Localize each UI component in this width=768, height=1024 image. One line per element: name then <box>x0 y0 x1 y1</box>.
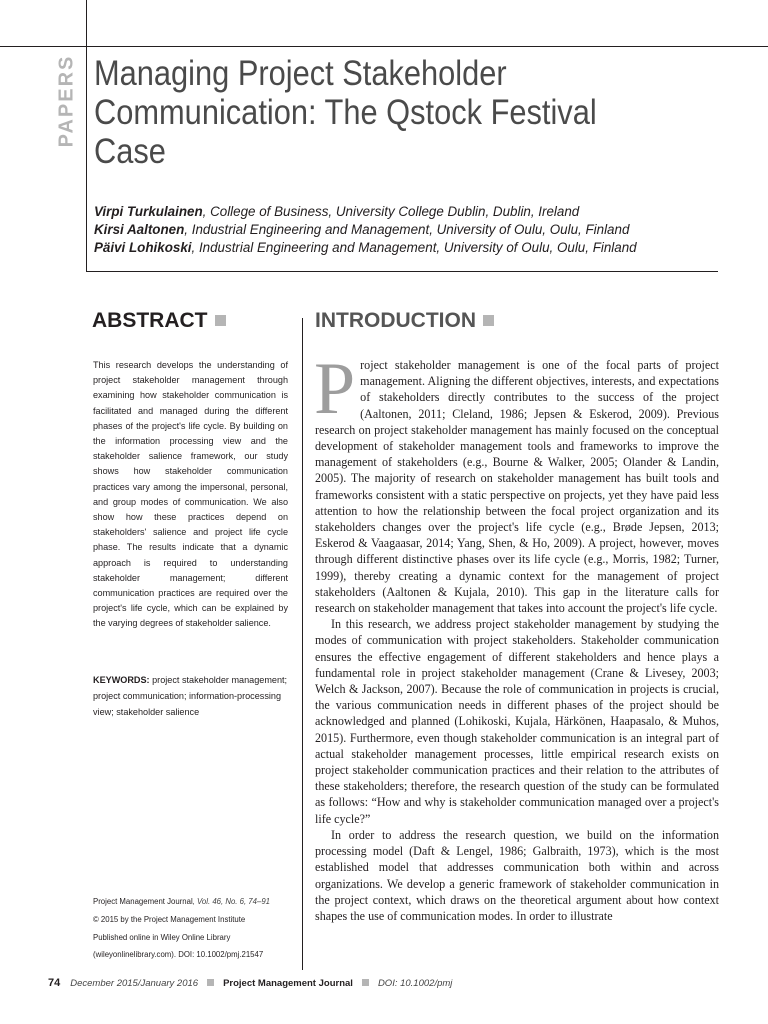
page-number: 74 <box>48 977 61 989</box>
author-line <box>94 221 734 239</box>
journal-volume: , Vol. 46, No. 6, 74–91 <box>192 897 270 906</box>
keywords <box>93 672 288 720</box>
author-name: Kirsi Aaltonen <box>94 222 185 237</box>
author-list <box>94 203 734 257</box>
article-title: Managing Project Stakeholder Communication: The Qstock Festival Case <box>94 54 597 171</box>
body-paragraph <box>314 348 719 616</box>
section-tag <box>50 56 84 146</box>
square-bullet-icon <box>362 979 369 986</box>
author-affiliation: , Industrial Engineering and Management, University of Oulu, Oulu, Finland <box>191 240 637 255</box>
keywords-list: project stakeholder management; project communication; information-processing view; stakeholder salience <box>93 675 288 717</box>
introduction-heading-text: INTRODUCTION <box>315 309 476 332</box>
drop-cap: P <box>314 348 356 430</box>
publication-info <box>93 893 303 964</box>
introduction-body <box>314 348 719 924</box>
top-horizontal-rule <box>0 46 768 47</box>
author-line <box>94 239 734 257</box>
issue-date: December 2015/January 2016 <box>70 978 199 989</box>
body-paragraph: In order to address the research question, we build on the information processing model (Daft & Lengel, 1986; Galbraith, 1973), which is the most established model that addresses communication both within and across organizations. We develop a generic framework of stakeholder communication in the project context, which draws on the theoretical argument about how context shapes the use of communication modes. In order to illustrate <box>315 827 719 923</box>
published-online: Published online in Wiley Online Library <box>93 932 231 942</box>
abstract-heading-text: ABSTRACT <box>92 309 208 332</box>
author-name: Virpi Turkulainen <box>94 204 203 219</box>
introduction-heading <box>315 309 494 333</box>
journal-citation <box>93 893 303 911</box>
square-bullet-icon <box>207 979 214 986</box>
author-affiliation: , Industrial Engineering and Management, University of Oulu, Oulu, Finland <box>184 222 630 237</box>
keywords-label: KEYWORDS: <box>93 675 150 685</box>
journal-name: Project Management Journal <box>93 897 193 906</box>
column-divider <box>302 318 303 970</box>
square-bullet-icon <box>483 315 494 326</box>
author-line <box>94 203 734 221</box>
abstract-text: This research develops the understanding of project stakeholder management through examining how stakeholder communication is facilitated and managed during the different phases of the project's life cycle. By building on the information processing view and the stakeholder salience framework, our study shows how stakeholder communication practices vary among the impersonal, personal, and group modes of communication. We also show how these practices depend on stakeholders' salience and project life cycle phase. The results indicate that a dynamic approach is required to understanding stakeholder management; different communication practices are required over the project's life cycle, which can be explained by the varying degrees of stakeholder salience. <box>93 360 288 629</box>
footer-doi: DOI: 10.1002/pmj <box>377 978 453 989</box>
paragraph-text: roject stakeholder management is one of the focal parts of project management. Aligning the different objectives, interests, and expectations of stakeholders directly contributes to the success of the project (Aaltonen, 2011; Cleland, 1986; Jepsen & Eskerod, 2009). Previous research on project stakeholder management has mainly focused on the conceptual development of stakeholder management tools and frameworks to improve the management of stakeholders (e.g., Bourne & Walker, 2005; Olander & Landin, 2005). The majority of research on stakeholder management has built tools and frameworks consistent with a static perspective on projects, yet they have paid less attention to how the relationship between the focal project organization and its stakeholders changes over the project's life cycle (e.g., Brøde Jepsen, 2013; Eskerod & Vaagaasar, 2014; Yang, Shen, & Ho, 2009). A project, however, moves through different distinctive phases over its life cycle (e.g., Morris, 1982; Turner, 1999), thereby creating a dynamic context for the management of project stakeholders (Aaltonen & Kujala, 2010). This gap in the literature calls for research on stakeholder management that takes into account the project's life cycle. <box>315 358 719 616</box>
copyright: © 2015 by the Project Management Institute <box>93 914 246 924</box>
author-name: Päivi Lohikoski <box>94 240 192 255</box>
square-bullet-icon <box>215 315 226 326</box>
title-vertical-rule <box>86 46 87 271</box>
page-footer <box>48 977 452 989</box>
header-divider <box>86 271 718 272</box>
top-vertical-rule <box>86 0 87 46</box>
footer-journal: Project Management Journal <box>223 978 353 989</box>
abstract-heading <box>92 309 226 333</box>
author-affiliation: , College of Business, University College Dublin, Dublin, Ireland <box>202 204 580 219</box>
article-doi: (wileyonlinelibrary.com). DOI: 10.1002/pmj.21547 <box>93 950 264 960</box>
body-paragraph: In this research, we address project stakeholder management by studying the modes of communication with project stakeholders. Stakeholder communication ensures the effective engagement of different stakeholders and hence plays a fundamental role in project stakeholder management (Crane & Livesey, 2003; Welch & Jackson, 2007). Because the role of communication in projects is crucial, the various communication needs in different phases of the project should be acknowledged and planned (Lohikoski, Kujala, Härkönen, Haapasalo, & Muhos, 2015). Furthermore, even though stakeholder communication is an integral part of actual stakeholder management processes, little empirical research exists on project stakeholder communication practices and their relation to the attributes of these stakeholders; therefore, the research question of the study can be formulated as follows: “How and why is stakeholder communication managed over a project's life cycle?” <box>315 617 719 826</box>
section-tag-text: PAPERS <box>55 54 78 148</box>
